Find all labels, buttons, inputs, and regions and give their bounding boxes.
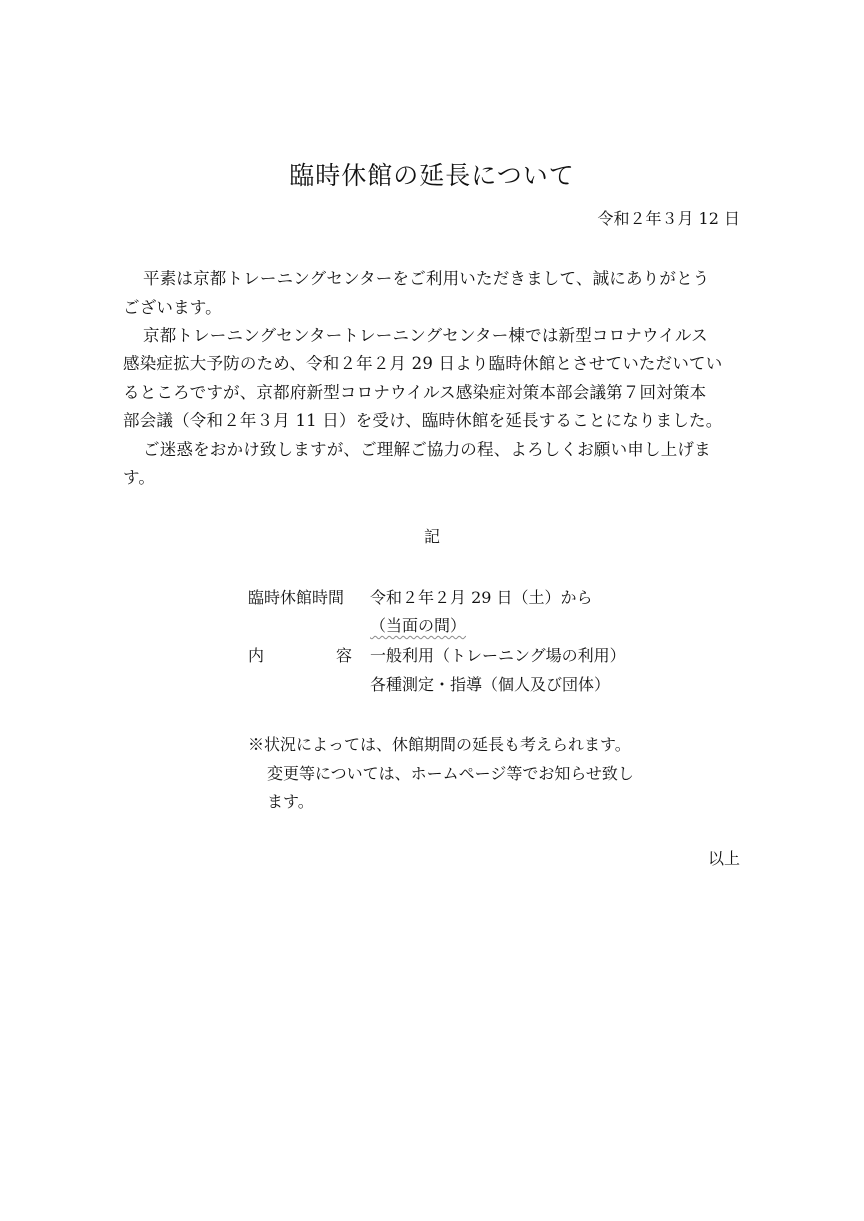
content-label-first: 内	[248, 646, 265, 665]
content-label-last: 容	[335, 646, 352, 665]
period-note: （当面の間）	[370, 616, 467, 635]
content-label-spread	[248, 643, 352, 666]
content-value-1: 一般利用（トレーニング場の利用）	[370, 646, 626, 665]
ki-heading: 記	[423, 527, 440, 546]
body-line: 京都トレーニングセンタートレーニングセンター棟では新型コロナウイルス	[143, 326, 708, 345]
period-label: 臨時休館時間	[248, 588, 345, 607]
body-line: 感染症拡大予防のため、令和２年２月 29 日より臨時休館とさせていただいてい	[123, 354, 723, 373]
period-note-wrap	[370, 613, 466, 636]
body-line: るところですが、京都府新型コロナウイルス感染症対策本部会議第７回対策本	[123, 383, 707, 402]
content-label	[248, 643, 352, 666]
note-line: ※状況によっては、休館期間の延長も考えられます。	[248, 735, 631, 754]
closing-mark: 以上	[707, 849, 740, 868]
document-title: 臨時休館の延長について	[289, 161, 575, 190]
note-line: 変更等については、ホームページ等でお知らせ致し	[267, 764, 634, 783]
body-line: 部会議（令和２年３月 11 日）を受け、臨時休館を延長することになりました。	[123, 411, 723, 430]
content-value-2: 各種測定・指導（個人及び団体）	[370, 675, 611, 694]
body-line: ご迷惑をおかけ致しますが、ご理解ご協力の程、よろしくお願い申し上げま	[143, 440, 711, 459]
body-line: す。	[123, 468, 156, 487]
body-line: 平素は京都トレーニングセンターをご利用いただきまして、誠にありがとう	[143, 269, 710, 288]
note-line: ます。	[267, 792, 314, 811]
body-line: ございます。	[123, 298, 222, 317]
period-value: 令和２年２月 29 日（土）から	[370, 588, 593, 607]
document-date: 令和２年３月 12 日	[597, 209, 740, 228]
